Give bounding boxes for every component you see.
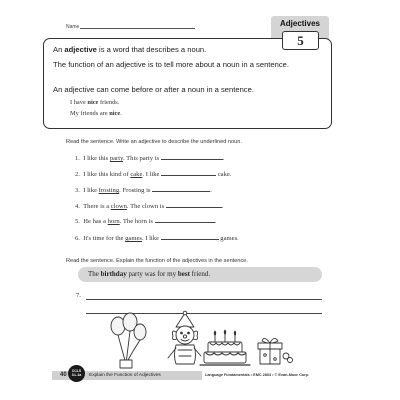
clown-icon <box>168 311 201 364</box>
highlighted-sentence: The birthday party was for my best friend. <box>88 270 211 278</box>
answer-blank[interactable] <box>161 233 219 240</box>
footer-credit: Language Fundamentals • EMC 2803 • © Evan-Moor Corp. <box>205 373 309 377</box>
question-item-6: 6. It's time for the games. I like games. <box>75 235 239 242</box>
example-sentence-2: My friends are nice. <box>70 110 122 117</box>
question-item-5: 5. He has a horn. The horn is . <box>75 218 217 225</box>
name-blank-line[interactable] <box>80 28 195 29</box>
answer-blank[interactable] <box>166 201 222 208</box>
directions-section-1: Read the sentence. Write an adjective to describe the underlined noun. <box>66 139 242 145</box>
party-illustration <box>100 310 300 372</box>
badge-line-2: 3.L.1a <box>71 373 82 377</box>
question-item-1: 1. I like this party. This party is . <box>75 155 225 162</box>
ccls-badge <box>68 365 85 382</box>
birthday-cake-icon <box>200 330 250 365</box>
rule-definition: An adjective is a word that describes a noun. <box>53 45 207 54</box>
answer-line-1[interactable] <box>86 299 322 300</box>
question-item-2: 2. I like this kind of cake. I like cake. <box>75 171 232 178</box>
rule-function: The function of an adjective is to tell more about a noun in a sentence. <box>53 60 289 69</box>
rule-position: An adjective can come before or after a noun in a sentence. <box>53 85 254 94</box>
gift-box-icon <box>258 338 293 364</box>
answer-blank[interactable] <box>161 153 223 160</box>
question-item-4: 4. There is a clown. The clown is . <box>75 203 224 210</box>
question-item-3: 3. I like frosting. Frosting is . <box>75 187 212 194</box>
page-number: 40 <box>60 372 67 378</box>
question-item-7-number: 7. <box>76 292 81 299</box>
name-label: Name <box>66 24 80 30</box>
example-sentence-1: I have nice friends. <box>70 99 120 106</box>
answer-blank[interactable] <box>152 185 210 192</box>
directions-section-2: Read the sentence. Explain the function of the adjectives in the sentence. <box>66 258 248 264</box>
balloons-icon <box>111 313 146 368</box>
answer-blank[interactable] <box>155 216 215 223</box>
answer-blank[interactable] <box>161 169 216 176</box>
topic-title: Adjectives <box>279 19 321 28</box>
badge-line-1: CCLS <box>71 369 82 373</box>
footer-topic: Explain the Function of Adjectives <box>89 373 161 378</box>
lesson-number: 5 <box>282 31 319 50</box>
